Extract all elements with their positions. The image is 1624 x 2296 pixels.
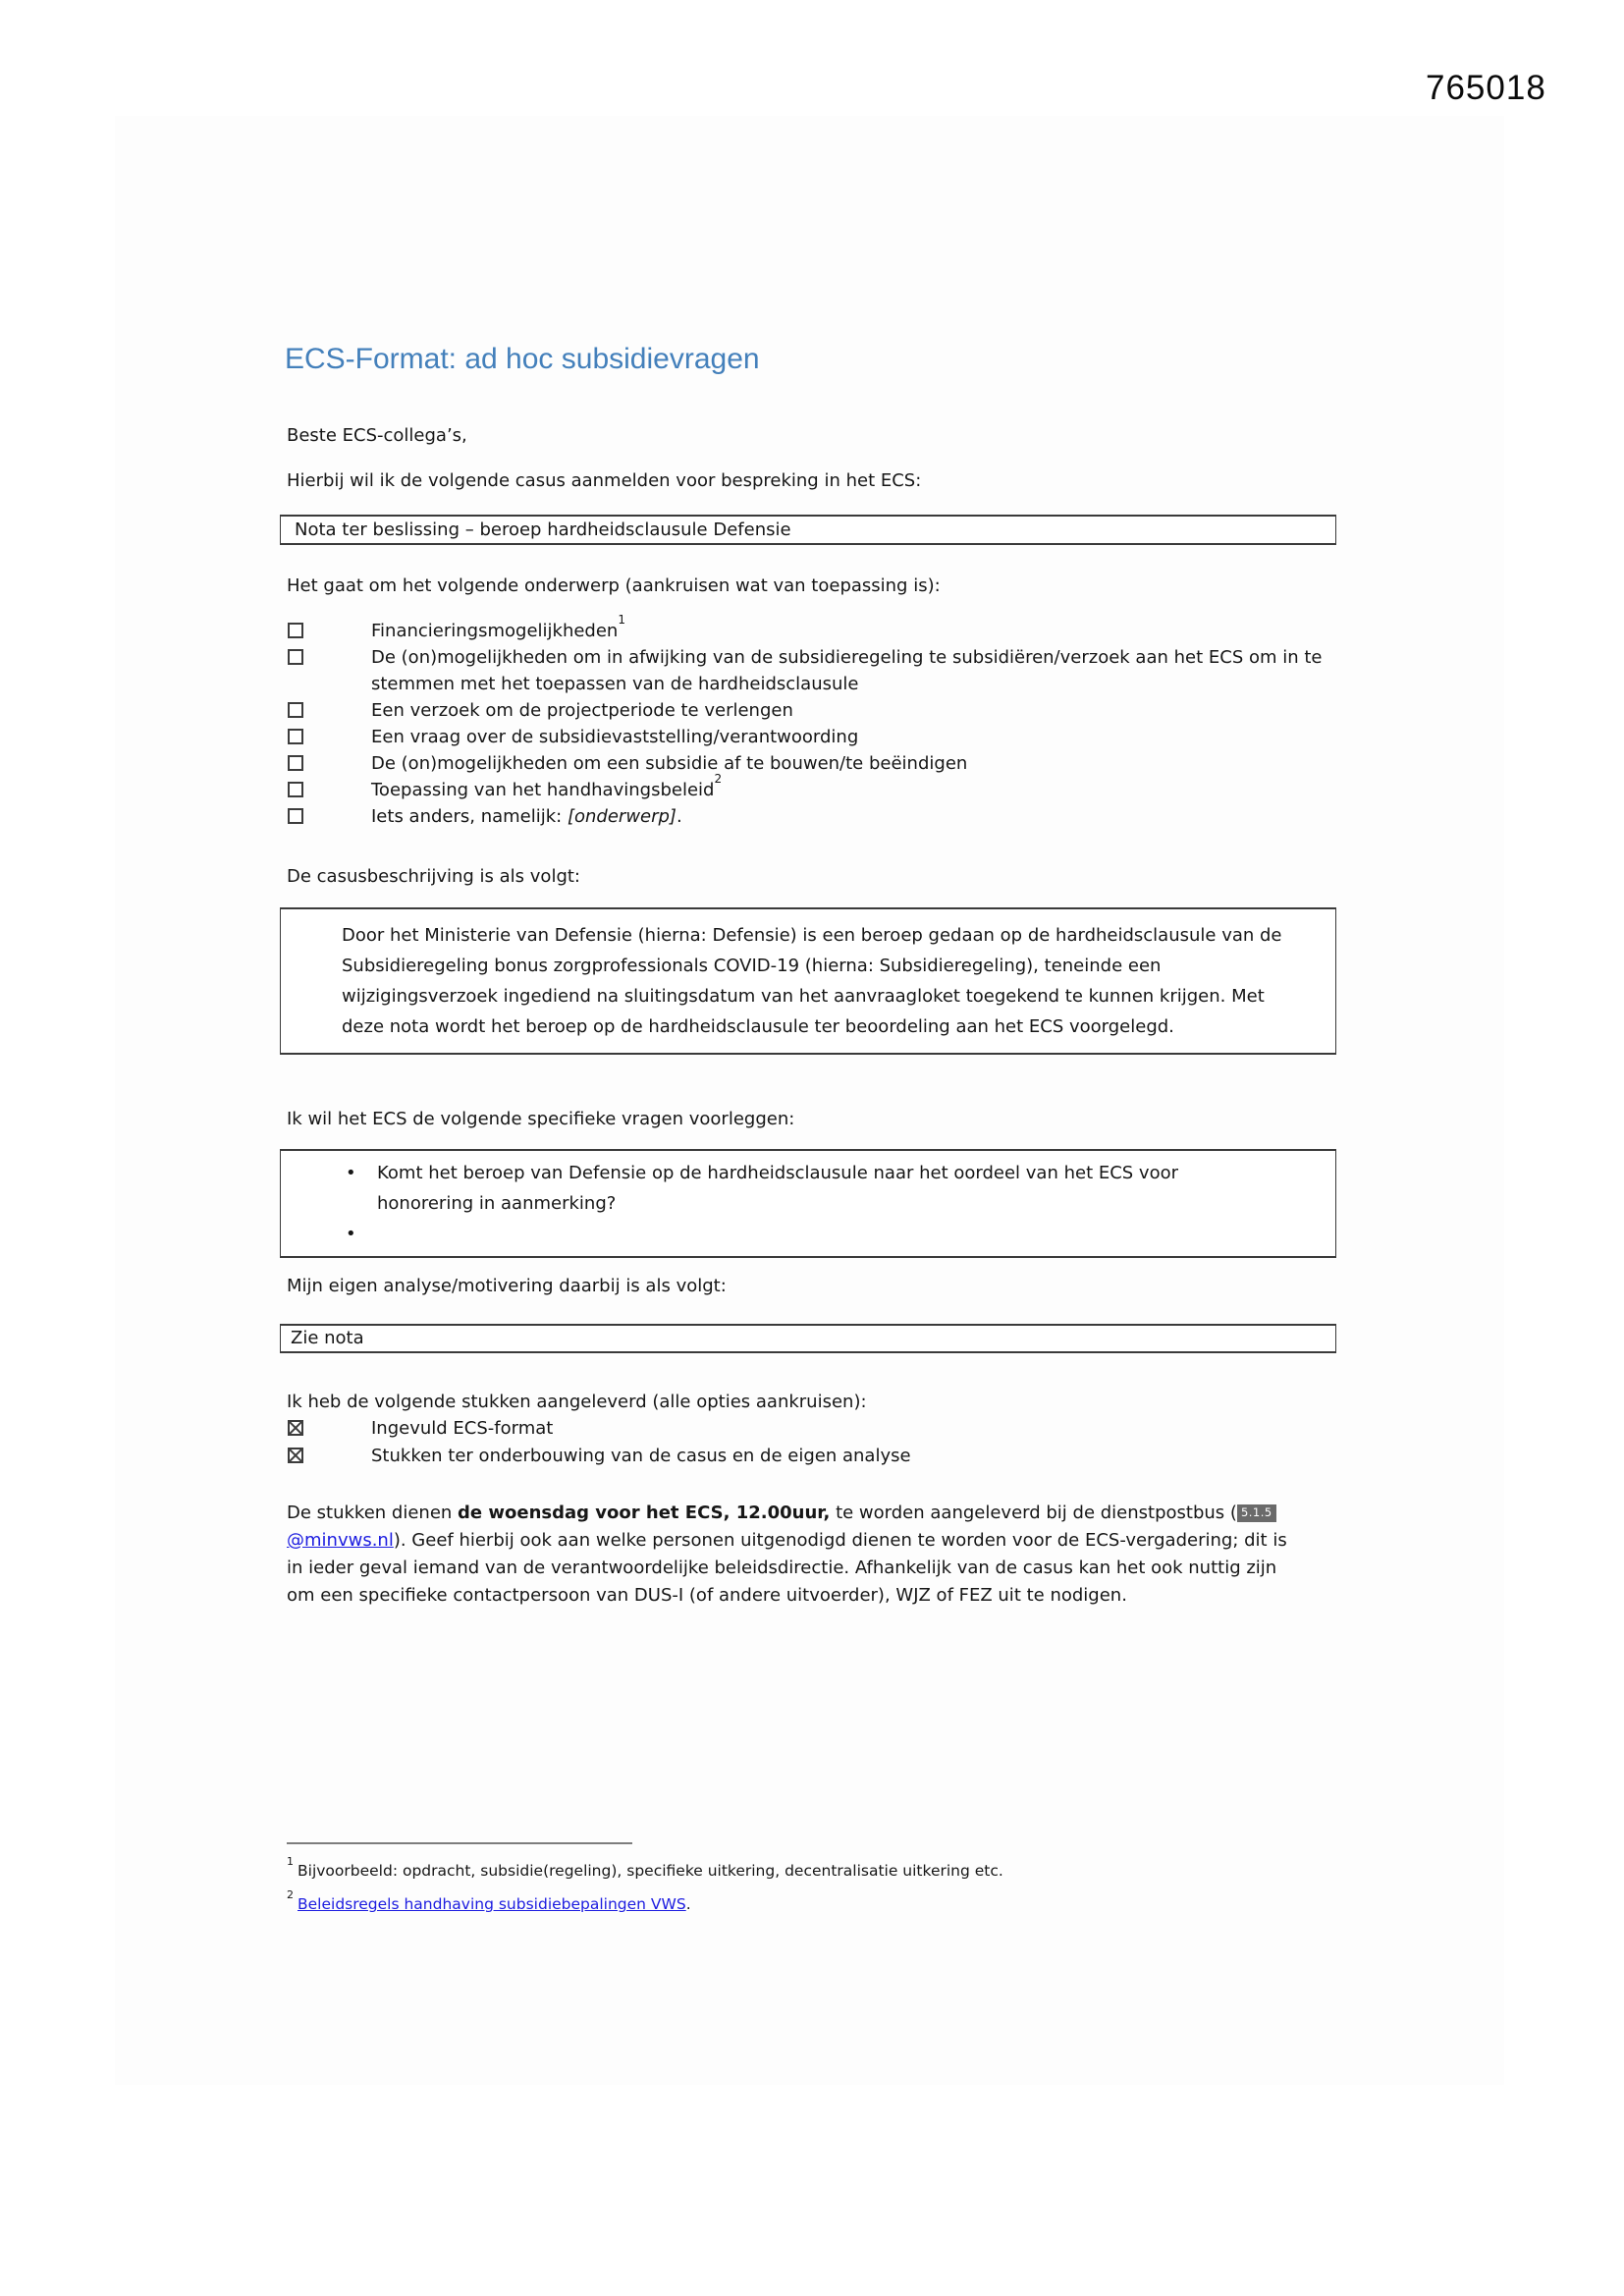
checklist-label: De (on)mogelijkheden om in afwijking van de subsidieregeling te subsidiëren/verzoek aan het ECS om in te stemmen met het toepassen van de hardheidsclausule (371, 647, 1323, 694)
documents-checklist (280, 1415, 1338, 1470)
checklist-item-subsidievaststelling (280, 724, 1338, 750)
document-number-stamp: 765018 (1426, 69, 1546, 107)
checkbox-financieringsmogelijkheden[interactable] (288, 623, 303, 638)
checkbox-stukken-onderbouwing[interactable] (288, 1448, 303, 1463)
placeholder-onderwerp: [onderwerp] (567, 806, 677, 827)
checkbox-projectperiode-verlengen[interactable] (288, 702, 303, 718)
questions-bullet-list (281, 1158, 1267, 1249)
case-title-value: Nota ter beslissing – beroep hardheidsclausule Defensie (295, 519, 791, 540)
footnote-link-beleidsregels[interactable]: Beleidsregels handhaving subsidiebepalingen VWS (298, 1895, 686, 1914)
page-title: ECS-Format: ad hoc subsidievragen (285, 343, 760, 375)
checklist-item-ingevuld-ecs-format (280, 1415, 1338, 1443)
footnote-suffix: . (685, 1895, 691, 1914)
intro-text: Hierbij wil ik de volgende casus aanmelden voor bespreking in het ECS: (287, 470, 922, 491)
question-text: • Komt het beroep van Defensie op de hardheidsclausule naar het oordeel van het ECS voor honorering in aanmerking? (377, 1163, 1179, 1214)
case-description-text: Door het Ministerie van Defensie (hierna: Defensie) is een beroep gedaan op de hardheidsclausule van de Subsidieregeling bonus zorgprofessionals COVID-19 (hierna: Subsidieregeling), teneinde een wijzigingsverzoek ingediend na sluitingsdatum van het aanvraagloket toegekend te kunnen krijgen. Met deze nota wordt het beroep op de hardheidsclausule ter beoordeling aan het ECS voorgelegd. (342, 925, 1282, 1037)
checkbox-subsidie-afbouwen[interactable] (288, 755, 303, 771)
footnote-marker: 1 (287, 1855, 294, 1868)
footnote-marker: 2 (287, 1888, 294, 1902)
footnote-1 (287, 1852, 1327, 1886)
checklist-item-financieringsmogelijkheden (280, 613, 1338, 644)
checklist-item-projectperiode-verlengen (280, 697, 1338, 724)
checklist-item-handhavingsbeleid (280, 772, 1338, 803)
case-title-field[interactable] (280, 515, 1336, 545)
closing-paragraph (287, 1500, 1308, 1610)
checkbox-ingevuld-ecs-format[interactable] (288, 1420, 303, 1436)
checklist-label: Financieringsmogelijkheden (371, 621, 619, 641)
checklist-label: Iets anders, namelijk: (371, 806, 568, 827)
footnote-ref-1: 1 (618, 613, 625, 627)
case-description-field[interactable] (280, 907, 1336, 1055)
questions-field[interactable] (280, 1149, 1336, 1258)
checklist-label: Stukken ter onderbouwing van de casus en de eigen analyse (371, 1446, 911, 1466)
footnotes-section (287, 1842, 1327, 1919)
closing-text-3: ). Geef hierbij ook aan welke personen uitgenodigd dienen te worden voor de ECS-vergadering; dit is in ieder geval iemand van de verantwoordelijke beleidsdirectie. Afhankelijk van de casus kan het ook nuttig zijn om een specifieke contactpersoon van DUS-I (of andere uitvoerder), WJZ of FEZ uit te nodigen. (287, 1530, 1287, 1606)
closing-text-1: De stukken dienen (287, 1503, 459, 1523)
checklist-item-iets-anders (280, 803, 1338, 830)
checklist-item-afwijking-subsidieregeling (280, 644, 1338, 697)
analysis-heading: Mijn eigen analyse/motivering daarbij is als volgt: (287, 1276, 727, 1296)
closing-deadline-bold: de woensdag voor het ECS, 12.00uur, (458, 1503, 831, 1523)
checklist-label: De (on)mogelijkheden om een subsidie af te bouwen/te beëindigen (371, 753, 968, 774)
footnote-ref-2: 2 (714, 772, 723, 786)
checklist-label: Een vraag over de subsidievaststelling/verantwoording (371, 727, 859, 747)
checklist-item-subsidie-afbouwen (280, 750, 1338, 777)
question-text (377, 1219, 1267, 1249)
analysis-field[interactable] (280, 1324, 1336, 1353)
document-page (115, 116, 1504, 2085)
checklist-label: Een verzoek om de projectperiode te verlengen (371, 700, 793, 721)
redacted-text: 5.1.5 (1237, 1504, 1276, 1522)
checklist-label-suffix: . (676, 806, 682, 827)
question-item (281, 1158, 1267, 1219)
checklist-item-stukken-onderbouwing (280, 1443, 1338, 1470)
case-description-heading: De casusbeschrijving is als volgt: (287, 866, 580, 887)
analysis-value: Zie nota (291, 1328, 364, 1348)
checklist-label: Ingevuld ECS-format (371, 1418, 554, 1439)
checklist-label: Toepassing van het handhavingsbeleid (371, 780, 715, 800)
checkbox-afwijking-subsidieregeling[interactable] (288, 649, 303, 665)
documents-heading: Ik heb de volgende stukken aangeleverd (alle opties aankruisen): (287, 1392, 867, 1412)
topic-checklist (280, 613, 1338, 830)
footnote-text: Bijvoorbeeld: opdracht, subsidie(regeling), specifieke uitkering, decentralisatie uitkering etc. (298, 1862, 1003, 1881)
topic-heading: Het gaat om het volgende onderwerp (aankruisen wat van toepassing is): (287, 575, 941, 596)
questions-heading: Ik wil het ECS de volgende specifieke vragen voorleggen: (287, 1109, 795, 1129)
footnote-2 (287, 1886, 1327, 1919)
checkbox-subsidievaststelling[interactable] (288, 729, 303, 744)
checkbox-handhavingsbeleid[interactable] (288, 782, 303, 797)
closing-text-2: te worden aangeleverd bij de dienstpostbus ( (830, 1503, 1237, 1523)
email-link[interactable]: @minvws.nl (287, 1530, 394, 1551)
greeting-text: Beste ECS-collega’s, (287, 425, 467, 446)
footnote-separator (287, 1842, 632, 1844)
question-item-empty (281, 1219, 1267, 1249)
checkbox-iets-anders[interactable] (288, 808, 303, 824)
